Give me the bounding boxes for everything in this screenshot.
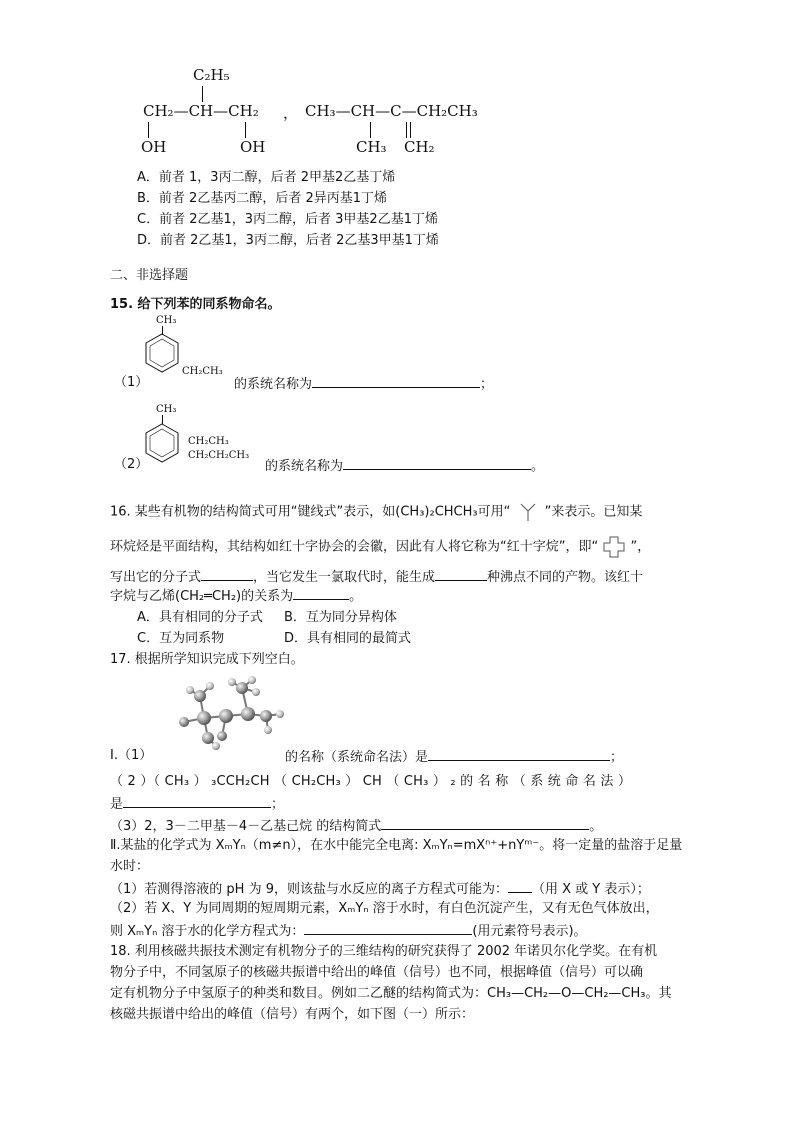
q17-i1-prefix: Ⅰ.（1）: [110, 748, 153, 763]
section-title: 二、非选择题: [110, 268, 189, 283]
q18-line3: 定有机物分子中氢原子的种类和数目。例如二乙醚的结构简式为：CH₃—CH₂—O—CH₂—CH₃。其: [110, 986, 672, 1001]
struct1-oh-right: OH: [240, 138, 266, 156]
struct1-bond-right: [245, 122, 246, 138]
q15-stem: [110, 295, 281, 315]
q15-item2-end: 。: [531, 459, 545, 474]
struct2-double-bond-a: [406, 122, 407, 138]
q15-m2-propyl: CH₂CH₂CH₃: [188, 450, 250, 461]
q17-i3-blank[interactable]: [381, 815, 589, 830]
q16-line2a: 环烷烃是平面结构，其结构如红十字协会的会徽，因此有人将它称为“红十字烷”，即“: [110, 539, 599, 555]
q15-m2-bond-ch3: [162, 415, 163, 424]
q17-i2-line: （ 2 ）（ CH₃ ） ₃CCH₂CH （ CH₂CH₃ ） CH （ CH₃ ） ₂ 的 名 称 （ 系 统 命 名 法 ）: [110, 774, 632, 789]
q17-i1-end: ；: [610, 750, 624, 765]
q17-ii-q1-end: （用 X 或 Y 表示）；: [531, 882, 650, 897]
q17-i1-blank[interactable]: [428, 746, 610, 761]
q17-i3-end: 。: [589, 819, 603, 834]
q16-line2b: ”，: [630, 539, 651, 555]
q16-relation-blank[interactable]: [293, 585, 349, 600]
q17-ii-q2-blank[interactable]: [304, 920, 472, 935]
q16-line4a: 字烷与乙烯(CH₂═CH₂)的关系为: [110, 589, 294, 604]
q15-m2-ethyl: CH₂CH₃: [188, 436, 229, 447]
q15-item1-prefix: （1）: [114, 375, 149, 390]
q16-line3a: 写出它的分子式: [110, 570, 202, 585]
q16-option-b: B．互为同分异构体: [284, 610, 397, 625]
q16-line1a: 16. 某些有机物的结构简式可用“键线式”表示，如(CH₃)₂CHCH₃可用“: [110, 504, 511, 520]
q15-item1-end: ；: [480, 377, 494, 392]
q17-i2-blank[interactable]: [123, 793, 271, 808]
q17-ii-q1-label: （1）若测得溶液的 pH 为 9，则该盐与水反应的离子方程式可能为：: [110, 882, 508, 897]
q17-i2-is: 是: [110, 797, 124, 812]
struct1-bond-left: [148, 122, 149, 138]
struct2-bond-ch3: [370, 122, 371, 138]
struct2-double-bond-b: [410, 122, 411, 138]
q17-i3: [110, 815, 602, 837]
struct1-oh-left: OH: [141, 138, 167, 156]
q16-line3c: 种沸点不同的产物。该红十: [487, 570, 644, 585]
q15-m1-bond-ch3: [162, 326, 163, 335]
q16-line4b: 。: [349, 589, 363, 604]
q17-ii-q2-label: 则 XₘYₙ 溶于水的化学方程式为：: [110, 924, 305, 939]
struct2-ch2: CH₂: [404, 138, 435, 156]
struct1-c2h5: C₂H₅: [193, 66, 230, 84]
red-cross-alkane-icon: [602, 535, 626, 559]
q18-line2: 物分子中，不同氢原子的核磁共振谱中给出的峰值（信号）也不同，根据峰值（信号）可以确: [110, 965, 644, 980]
struct2-chain: CH₃—CH—C—CH₂CH₃: [305, 102, 478, 120]
struct1-bond-top: [202, 86, 203, 102]
q15-answer1-blank[interactable]: [312, 373, 480, 388]
q18-line4: 核磁共振谱中给出的峰值（信号）有两个，如下图（一）所示：: [110, 1007, 475, 1022]
q18-line1: 18. 利用核磁共振技术测定有机物分子的三维结构的研究获得了 2002 年诺贝尔化学奖。在有机: [110, 944, 658, 959]
q17-stem: 17. 根据所学知识完成下列空白。: [110, 652, 304, 667]
q15-item1-label: 的系统名称为: [234, 377, 313, 392]
q17-i1-label: 的名称（系统命名法）是: [285, 750, 429, 765]
q15-m2-ch3: CH₃: [156, 404, 177, 415]
q14-option-c: C．前者 2乙基1，3丙二醇，后者 3甲基2乙基1丁烯: [137, 212, 438, 227]
q17-ii-q2-end: (用元素符号表示)。: [472, 924, 587, 939]
ball-and-stick-model: [160, 672, 290, 754]
q16-line4: [110, 585, 362, 607]
q16-line1: [110, 501, 642, 523]
q14-option-b: B．前者 2乙基丙二醇，后者 2异丙基1丁烯: [137, 191, 387, 206]
q16-line2: [110, 535, 650, 559]
q17-i1: [285, 746, 623, 768]
q16-option-a: A．具有相同的分子式: [137, 610, 263, 625]
q17-i2-end: ；: [271, 797, 285, 812]
q16-formula-blank[interactable]: [201, 566, 253, 581]
q14-option-a: A．前者 1，3丙二醇，后者 2甲基2乙基丁烯: [137, 170, 396, 185]
bond-line-isobutane-icon: [515, 501, 541, 523]
q17-ii-q1: [110, 878, 650, 900]
q15-item2-label: 的系统名称为: [265, 459, 344, 474]
q16-count-blank[interactable]: [435, 566, 487, 581]
q17-i2-answer: [110, 793, 284, 815]
struct2-ch3: CH₃: [356, 138, 387, 156]
q16-option-c: C．互为同系物: [137, 631, 225, 646]
q15-item1-text: [234, 373, 493, 395]
q16-line1b: ”来表示。已知某: [544, 504, 643, 520]
q15-m1-ch3: CH₃: [156, 315, 177, 326]
q14-option-d: D．前者 2乙基1，3丙二醇，后者 2乙基3甲基1丁烯: [137, 233, 439, 248]
q16-line3b: ，当它发生一氯取代时，能生成: [253, 570, 436, 585]
q15-stem-text: 15. 给下列苯的同系物命名。: [110, 297, 281, 312]
q17-ii-line2: 水时：: [110, 859, 150, 874]
q16-option-d: D．具有相同的最简式: [284, 631, 412, 646]
q17-ii-line1: Ⅱ.某盐的化学式为 XₘYₙ（m≠n），在水中能完全电离: XₘYₙ=mXⁿ⁺+nYᵐ⁻。将一定量的盐溶于足量: [110, 838, 683, 853]
struct1-chain: CH₂—CH—CH₂: [143, 102, 259, 120]
q17-ii-q2: [110, 920, 587, 942]
q17-i3-label: （3）2，3－二甲基－4－乙基己烷 的结构简式: [110, 819, 382, 834]
q15-answer2-blank[interactable]: [343, 455, 531, 470]
struct-separator: ，: [283, 104, 299, 122]
q17-ii-q2a: （2）若 X、Y 为同周期的短周期元素，XₘYₙ 溶于水时，有白色沉淀产生，又有无色气体放出，: [110, 901, 659, 916]
q15-item2-prefix: （2）: [114, 457, 149, 472]
q17-ii-q1-blank[interactable]: [508, 878, 532, 893]
q15-m1-ethyl: CH₂CH₃: [182, 366, 223, 377]
q15-item2-text: [265, 455, 544, 477]
